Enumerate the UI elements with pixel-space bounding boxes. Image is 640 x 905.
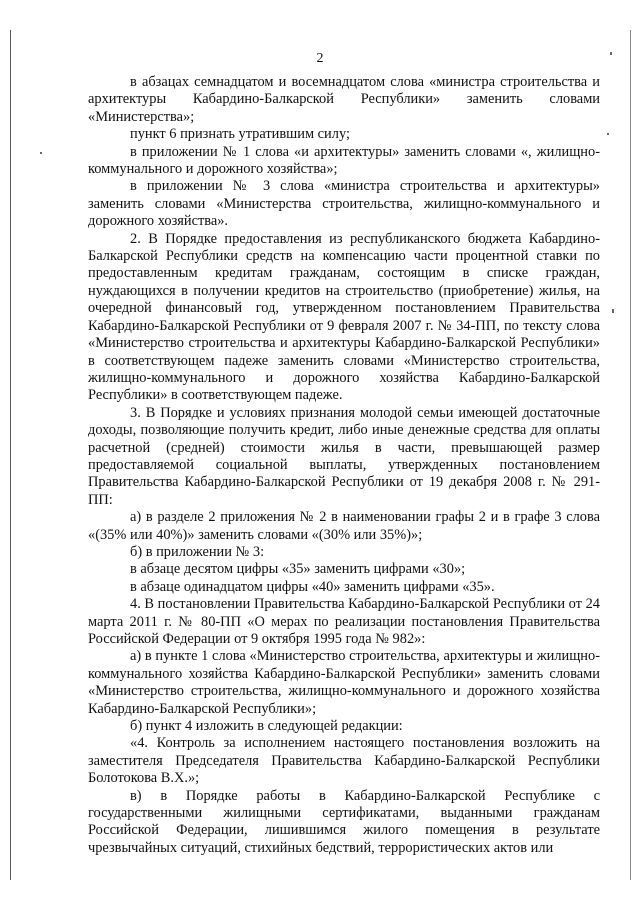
paragraph: 2. В Порядке предоставления из республиканского бюджета Кабардино-Балкарской Республики средств на компенсацию части процентной ставки по предоставленным кредитам гражданам, состоящим в списке граждан, нуждающихся в получении кредитов на строительство (приобретение) жилья, на очередной финансовый год, утвержденном постановлением Правительства Кабардино-Балкарской Республики от 9 февраля 2007 г. № 34-ПП, по тексту слова «Министерство строительства и архитектуры Кабардино-Балкарской Республики» в соответствующем падеже заменить словами «Министерство строительства, жилищно-коммунального и дорожного хозяйства Кабардино-Балкарской Республики» в соответствующем падеже.: [88, 230, 600, 404]
scan-edge-left: [10, 30, 11, 880]
paragraph: 4. В постановлении Правительства Кабардино-Балкарской Республики от 24 марта 2011 г. № 80-ПП «О мерах по реализации постановления Правительства Российской Федерации от 9 октября 1995 года № 982»:: [88, 596, 600, 647]
scan-mark: [607, 133, 609, 135]
paragraph: в абзаце одинадцатом цифры «40» заменить цифрами «35».: [130, 578, 495, 595]
paragraph: б) пункт 4 изложить в следующей редакции:: [130, 718, 403, 735]
paragraph: в абзаце десятом цифры «35» заменить цифрами «30»;: [130, 561, 466, 578]
paragraph: 3. В Порядке и условиях признания молодой семьи имеющей достаточные доходы, позволяющие получить кредит, либо иные денежные средства для оплаты расчетной (средней) стоимости жилья в части, превышающей размер предоставляемой социальной выплаты, утвержденных постановлением Правительства Кабардино-Балкарской Республики от 19 декабря 2008 г. № 291-ПП:: [88, 404, 600, 508]
scan-edge-right: [630, 30, 631, 880]
paragraph: в приложении № 1 слова «и архитектуры» заменить словами «, жилищно-коммунального и дорожного хозяйства»;: [88, 143, 600, 178]
paragraph: а) в пункте 1 слова «Министерство строительства, архитектуры и жилищно-коммунального хозяйства Кабардино-Балкарской Республики» заменить словами «Министерство строительства, жилищно-коммунального и дорожного хозяйства Кабардино-Балкарской Республики»;: [88, 648, 600, 717]
paragraph: «4. Контроль за исполнением настоящего постановления возложить на заместителя Председателя Правительства Кабардино-Балкарской Республики Болотокова В.Х.»;: [88, 735, 600, 787]
document-body: [88, 74, 600, 857]
paragraph: пункт 6 признать утратившим силу;: [130, 126, 350, 143]
page-number: 2: [316, 51, 324, 66]
paragraph: в) в Порядке работы в Кабардино-Балкарской Республике с государственными жилищными сертификатами, выданными гражданам Российской Федерации, лишившимся жилого помещения в результате чрезвычайных ситуаций, стихийных бедствий, террористических актов или: [88, 787, 600, 856]
paragraph: в абзацах семнадцатом и восемнадцатом слова «министра строительства и архитектуры Кабардино-Балкарской Республики» заменить словами «Министерства»;: [88, 74, 600, 125]
paragraph: а) в разделе 2 приложения № 2 в наименовании графы 2 и в графе 3 слова «(35% или 40%)» заменить словами «(30% или 35%)»;: [88, 509, 600, 543]
paragraph: б) в приложении № 3:: [130, 543, 265, 560]
scan-mark: [612, 309, 614, 313]
paragraph: в приложении № 3 слова «министра строительства и архитектуры» заменить словами «Министерства строительства, жилищно-коммунального и дорожного хозяйства».: [88, 178, 600, 230]
scan-mark: [40, 152, 42, 154]
